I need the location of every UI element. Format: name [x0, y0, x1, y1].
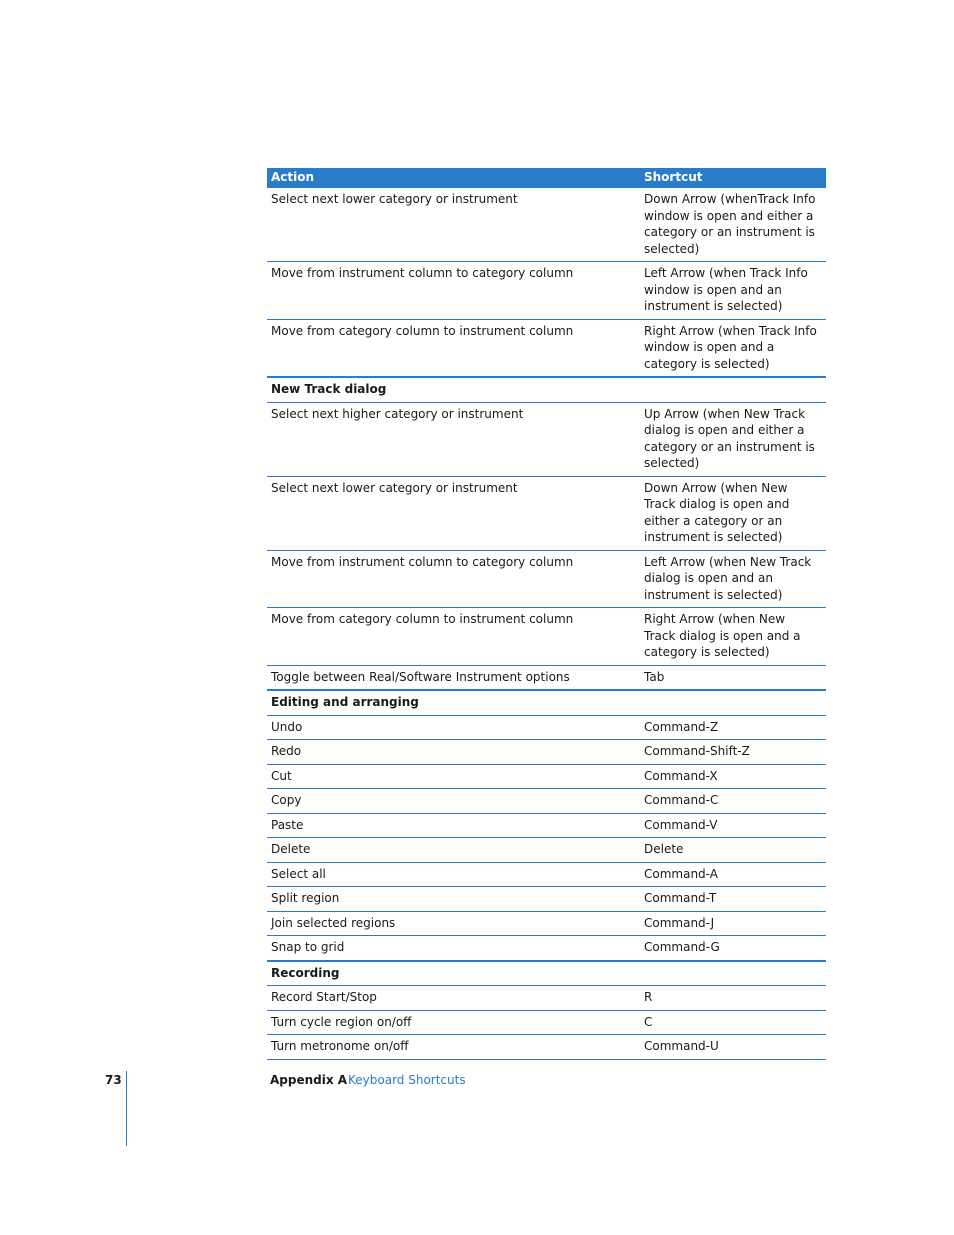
action-cell: Toggle between Real/Software Instrument options [271, 669, 570, 684]
table-row [267, 403, 826, 477]
shortcut-cell: Command-X [644, 768, 718, 783]
shortcut-cell: Delete [644, 842, 684, 856]
table-row [267, 477, 826, 551]
action-cell: Record Start/Stop [271, 990, 377, 1004]
action-cell: Turn cycle region on/off [271, 1014, 412, 1029]
table-row [267, 789, 826, 814]
section-title: Recording [271, 965, 340, 980]
footer-rule [126, 1071, 127, 1146]
page-number: 73 [105, 1073, 122, 1087]
table-row [267, 765, 826, 790]
action-cell: Select all [271, 866, 326, 881]
chapter-title[interactable]: Keyboard Shortcuts [348, 1073, 466, 1087]
section-row [267, 689, 826, 716]
table-row [267, 608, 826, 666]
section-title: Editing and arranging [271, 695, 419, 709]
table-row [267, 262, 826, 320]
appendix-label: Appendix A [270, 1073, 348, 1087]
action-cell: Redo [271, 744, 302, 758]
action-cell: Undo [271, 719, 303, 734]
table-row [267, 551, 826, 609]
shortcut-cell [640, 378, 826, 402]
shortcut-cell: Command-V [644, 817, 718, 832]
table-row [267, 912, 826, 937]
shortcut-cell: Down Arrow (when New Track dialog is open and either a category or an instrument is selected) [644, 480, 790, 544]
action-cell: Turn metronome on/off [271, 1039, 409, 1053]
shortcut-cell: C [644, 1014, 653, 1029]
table-row [267, 986, 826, 1011]
shortcut-cell: Left Arrow (when New Track dialog is open and an instrument is selected) [644, 554, 812, 602]
table-row [267, 936, 826, 961]
table-row [267, 1011, 826, 1036]
action-cell: Paste [271, 817, 304, 832]
action-cell: Select next lower category or instrument [271, 480, 518, 495]
shortcut-cell: Command-G [644, 940, 720, 954]
action-cell: Move from category column to instrument column [271, 612, 574, 626]
shortcut-cell [640, 962, 826, 986]
shortcut-cell: Left Arrow (when Track Info window is open and an instrument is selected) [644, 266, 808, 313]
shortcuts-table [267, 168, 826, 1060]
shortcut-cell: Right Arrow (when Track Info window is open and a category is selected) [644, 323, 817, 371]
action-cell: Move from instrument column to category column [271, 554, 574, 569]
action-cell: Select next higher category or instrument [271, 406, 524, 421]
section-title: New Track dialog [271, 382, 387, 396]
action-cell: Move from category column to instrument column [271, 323, 574, 338]
table-row [267, 320, 826, 378]
shortcut-cell: Command-Shift-Z [644, 744, 750, 758]
shortcut-cell: Command-J [644, 915, 715, 930]
shortcut-cell: Down Arrow (whenTrack Info window is open and either a category or an instrument is selected) [644, 192, 816, 256]
action-cell: Copy [271, 793, 302, 807]
table-body [267, 188, 826, 1060]
header-shortcut: Shortcut [644, 170, 703, 184]
table-row [267, 740, 826, 765]
section-row [267, 376, 826, 403]
table-header [267, 168, 826, 188]
table-row [267, 887, 826, 912]
shortcut-cell: Command-Z [644, 719, 719, 734]
shortcut-cell: Command-U [644, 1039, 719, 1053]
table-row [267, 1035, 826, 1060]
section-row [267, 960, 826, 987]
shortcut-cell: Command-T [644, 891, 717, 905]
shortcut-cell: Up Arrow (when New Track dialog is open and either a category or an instrument is selected) [644, 406, 815, 470]
shortcut-cell: Right Arrow (when New Track dialog is open and a category is selected) [644, 612, 801, 659]
action-cell: Select next lower category or instrument [271, 192, 518, 206]
table-row [267, 716, 826, 741]
shortcut-cell: Tab [644, 669, 665, 684]
shortcut-cell [640, 691, 826, 715]
shortcut-cell: R [644, 990, 653, 1004]
table-row [267, 188, 826, 262]
action-cell: Split region [271, 891, 340, 905]
shortcut-cell: Command-C [644, 793, 719, 807]
table-row [267, 863, 826, 888]
table-row [267, 666, 826, 691]
shortcut-cell: Command-A [644, 866, 718, 881]
table-row [267, 838, 826, 863]
action-cell: Delete [271, 842, 311, 856]
header-action: Action [271, 170, 315, 184]
table-row [267, 814, 826, 839]
action-cell: Join selected regions [271, 915, 396, 930]
action-cell: Snap to grid [271, 940, 345, 954]
action-cell: Move from instrument column to category column [271, 266, 574, 280]
action-cell: Cut [271, 768, 292, 783]
